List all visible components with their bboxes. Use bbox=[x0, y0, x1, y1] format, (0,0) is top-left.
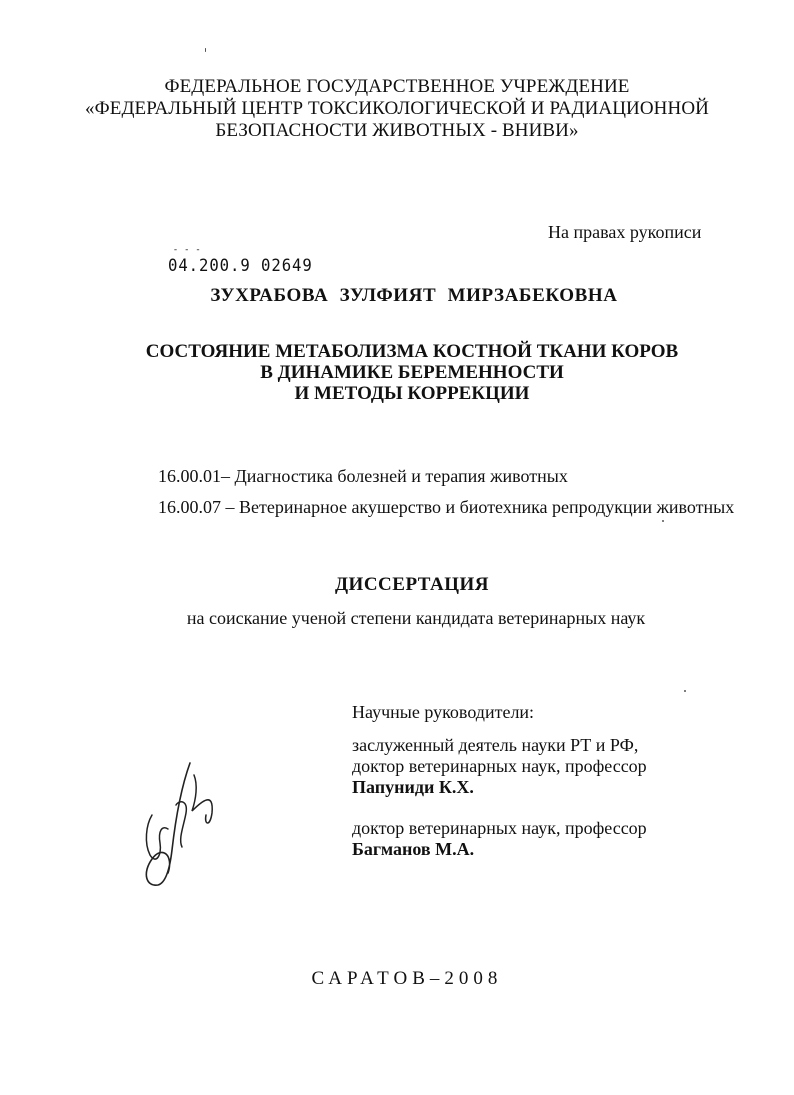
title-line-2: В ДИНАМИКЕ БЕРЕМЕННОСТИ bbox=[260, 362, 564, 383]
scan-speck bbox=[205, 48, 206, 52]
institution-line-1: ФЕДЕРАЛЬНОЕ ГОСУДАРСТВЕННОЕ УЧРЕЖДЕНИЕ bbox=[164, 76, 630, 97]
supervisors-heading: Научные руководители: bbox=[352, 702, 535, 722]
supervisor-2-title-line: доктор ветеринарных наук, профессор bbox=[352, 818, 647, 838]
title-line-3: И МЕТОДЫ КОРРЕКЦИИ bbox=[294, 383, 530, 404]
specialty-1: 16.00.01– Диагностика болезней и терапия животных bbox=[158, 466, 568, 486]
document-type: ДИССЕРТАЦИЯ bbox=[334, 574, 490, 595]
rights-note: На правах рукописи bbox=[548, 222, 702, 242]
registry-stamp: 04.200.9 02649 bbox=[168, 256, 313, 276]
handwritten-signature bbox=[132, 755, 232, 895]
supervisor-1-title-line-2: доктор ветеринарных наук, профессор bbox=[352, 756, 647, 776]
author-name: ЗУХРАБОВА ЗУЛФИЯТ МИРЗАБЕКОВНА bbox=[210, 285, 618, 306]
scan-speck bbox=[662, 520, 664, 522]
supervisor-2-name: Багманов М.А. bbox=[352, 839, 475, 859]
institution-line-3: БЕЗОПАСНОСТИ ЖИВОТНЫХ - ВНИВИ» bbox=[215, 120, 579, 141]
scan-speck bbox=[684, 690, 686, 692]
stamp-marks: - - - bbox=[174, 244, 203, 254]
supervisor-1-title-line-1: заслуженный деятель науки РТ и РФ, bbox=[352, 735, 639, 755]
city-year: САРАТОВ–2008 bbox=[311, 968, 503, 989]
title-line-1: СОСТОЯНИЕ МЕТАБОЛИЗМА КОСТНОЙ ТКАНИ КОРОВ bbox=[145, 341, 679, 362]
institution-header bbox=[0, 76, 794, 142]
institution-line-2: «ФЕДЕРАЛЬНЫЙ ЦЕНТР ТОКСИКОЛОГИЧЕСКОЙ И РАДИАЦИОННОЙ bbox=[85, 98, 709, 119]
dissertation-title bbox=[0, 341, 794, 404]
supervisor-1-name: Папуниди К.Х. bbox=[352, 777, 474, 797]
specialty-2: 16.00.07 – Ветеринарное акушерство и биотехника репродукции животных bbox=[158, 497, 735, 517]
degree-statement: на соискание ученой степени кандидата ветеринарных наук bbox=[186, 608, 646, 628]
